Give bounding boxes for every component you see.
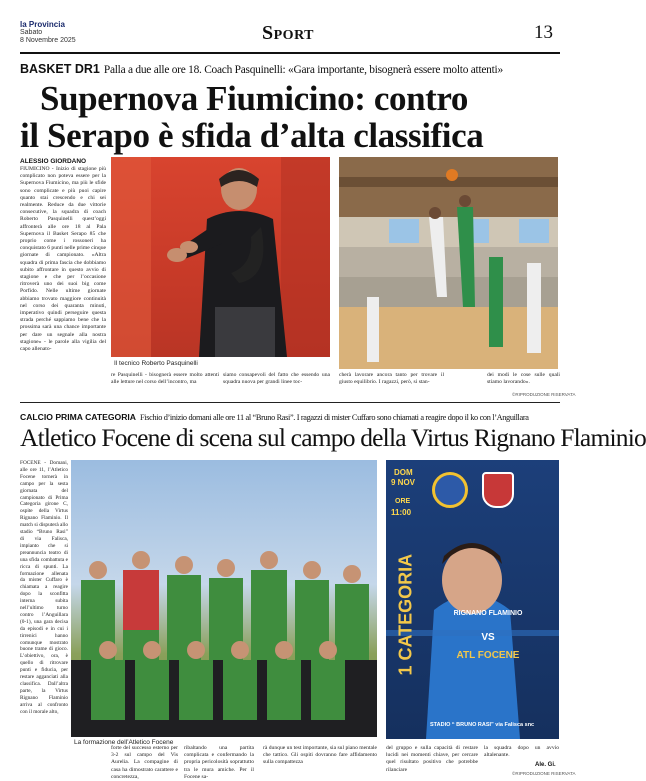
article1-body-col1: FIUMICINO - Inizio di stagione più complicato non poteva essere per la Supernova Fiumicino, ma più le sfide sono complicate e più puoi capire quanto stai crescendo e chi sei realmente. Reduce da due vittorie consecutive, la squadra di coach Roberto Pasquinelli quest’oggi affronterà alle ore 18 al Pala Supernova il Basket Serapo 85 che proprio come i rossoneri ha conquistato 6 punti nelle prime cinque giornate di campionato. «Altra squadra di prima fascia che dobbiamo subito affrontare in questo avvio di stagione e che per l’occasione ritroverà uno dei suoi big come Porfido. Nelle ultime giornate abbiamo trovato maggiore continuità nel corso dei quaranta minuti, imperativo quindi perseguire questa strada perché sappiamo bene che la prossima sarà una chance importante per dare un segnale alla nostra stagione» - le parole alla vigilia del capo allenato- xyxy=(20,166,106,353)
article2-body-col2: forte del successo esterno per 3-2 sul campo del Vis Aurelia. La compagine di casa ha dimostrato carattere e concretezza, xyxy=(111,745,178,780)
coach-photo-caption: Il tecnico Roberto Pasquinelli xyxy=(114,360,198,367)
basketball-photo xyxy=(339,157,558,369)
article1-body-col2: re Pasquinelli - bisognerà essere molto attenti alle letture nel corso dell’incontro, ma xyxy=(111,372,219,386)
home-crest xyxy=(432,472,468,508)
article1-body-col3: siamo consapevoli del fatto che essendo una squadra nuova per grandi linee toc- xyxy=(223,372,330,386)
section-title: Sport xyxy=(262,22,315,44)
issue-day: Sabato xyxy=(20,29,43,36)
poster-time-label: ORE xyxy=(395,498,411,505)
article2-kicker: CALCIO PRIMA CATEGORIA xyxy=(20,412,137,422)
poster-time: 11:00 xyxy=(391,508,412,517)
issue-date: 8 Novembre 2025 xyxy=(20,37,76,44)
poster-vs: VS xyxy=(481,632,495,643)
article2-body-col5: del gruppo e sulla capacità di restare lucidi nei momenti chiave, per cercare quel risultato positivo che potrebbe rilanciare xyxy=(386,745,478,773)
paper-name: la Provincia xyxy=(20,20,65,29)
article1-header xyxy=(20,60,565,78)
article2-subhead: Fischio d’inizio domani alle ore 11 al “Bruno Rasi”. I ragazzi di mister Cuffaro sono chiamati a reagire dopo il ko con l’Anguillara xyxy=(140,413,529,422)
poster-away: ATL FOCENE xyxy=(456,650,520,661)
team-photo xyxy=(71,460,377,737)
article1-author: ALESSIO GIORDANO xyxy=(20,158,87,165)
article2-body-col6: la squadra dopo un avvio altalenante. xyxy=(484,745,559,759)
match-poster xyxy=(386,460,559,739)
coach-figure xyxy=(111,157,330,357)
article2-body-col1: FOCENE - Domani, alle ore 11, l’Atletico Focene tornerà in campo per la sesta giornata del campionato di Prima Categoria girone C, ospite della Virtus Rignano Flaminio. Il match si disputerà allo stadio “Bruno Rasi” di via Falisca, impianto che si preannuncia teatro di una sfida combattuta e ricca di spunti. La formazione allenata da mister Cuffaro è chiamata a reagire dopo la sconfitta interna subita nell’ultimo turno contro l’Anguillara (0-1), una gara decisa da episodi e in cui i tirrenici hanno comunque mostrato buone trame di gioco. L’obiettivo, ora, è quello di ritrovare punti e fiducia, per restare agganciati alla classifica. Dall’altra parte, la Virtus Rignano Flaminio arriva al confronto con il morale alto, xyxy=(20,460,68,715)
article1-title-line2: il Serapo è sfida d’alta classifica xyxy=(20,116,484,155)
basketball-scene xyxy=(339,157,558,369)
masthead-rule xyxy=(20,52,560,54)
article2-body-col4: rà dunque un test importante, sia sul piano mentale che tattico. Gli ospiti dovranno fare affidamento sulla compattezza xyxy=(263,745,377,766)
article1-credit: ©RIPRODUZIONE RISERVATA xyxy=(512,392,576,397)
poster-venue: STADIO “ BRUNO RASI” via Falisca snc xyxy=(430,722,535,728)
article2-title: Atletico Focene di scena sul campo della Virtus Rignano Flaminio xyxy=(20,423,646,452)
article2-signature: Ale. Gi. xyxy=(535,762,556,768)
team-photo-caption: La formazione dell’Atletico Focene xyxy=(74,739,174,746)
article1-body-col6: dei modi le cose sulle quali stiamo lavorando». xyxy=(487,372,560,386)
away-crest xyxy=(482,472,514,508)
poster-date: 9 NOV xyxy=(391,478,416,487)
coach-photo xyxy=(111,157,330,357)
poster-home: RIGNANO FLAMINIO xyxy=(453,610,523,617)
page-number: 13 xyxy=(534,22,553,43)
article1-subhead: Palla a due alle ore 18. Coach Pasquinelli: «Gara importante, bisognerà essere molto attenti» xyxy=(103,64,503,76)
team-group xyxy=(71,460,377,737)
poster-category: 1 CATEGORIA xyxy=(395,553,416,676)
article-divider xyxy=(20,402,560,403)
article1-kicker: BASKET DR1 xyxy=(20,62,100,76)
poster-day: DOM xyxy=(394,468,413,477)
article2-credit: ©RIPRODUZIONE RISERVATA xyxy=(512,771,576,776)
article2-body-col3: ribaltando una partita complicata e confermando la propria pericolosità soprattutto tra le mura amiche. Per il Focene sa- xyxy=(184,745,254,780)
article1-body-col4: cherà lavorare ancora tanto per trovare il giusto equilibrio. I ragazzi, però, si stan- xyxy=(339,372,444,386)
article1-title-line1: Supernova Fiumicino: contro xyxy=(40,79,469,118)
